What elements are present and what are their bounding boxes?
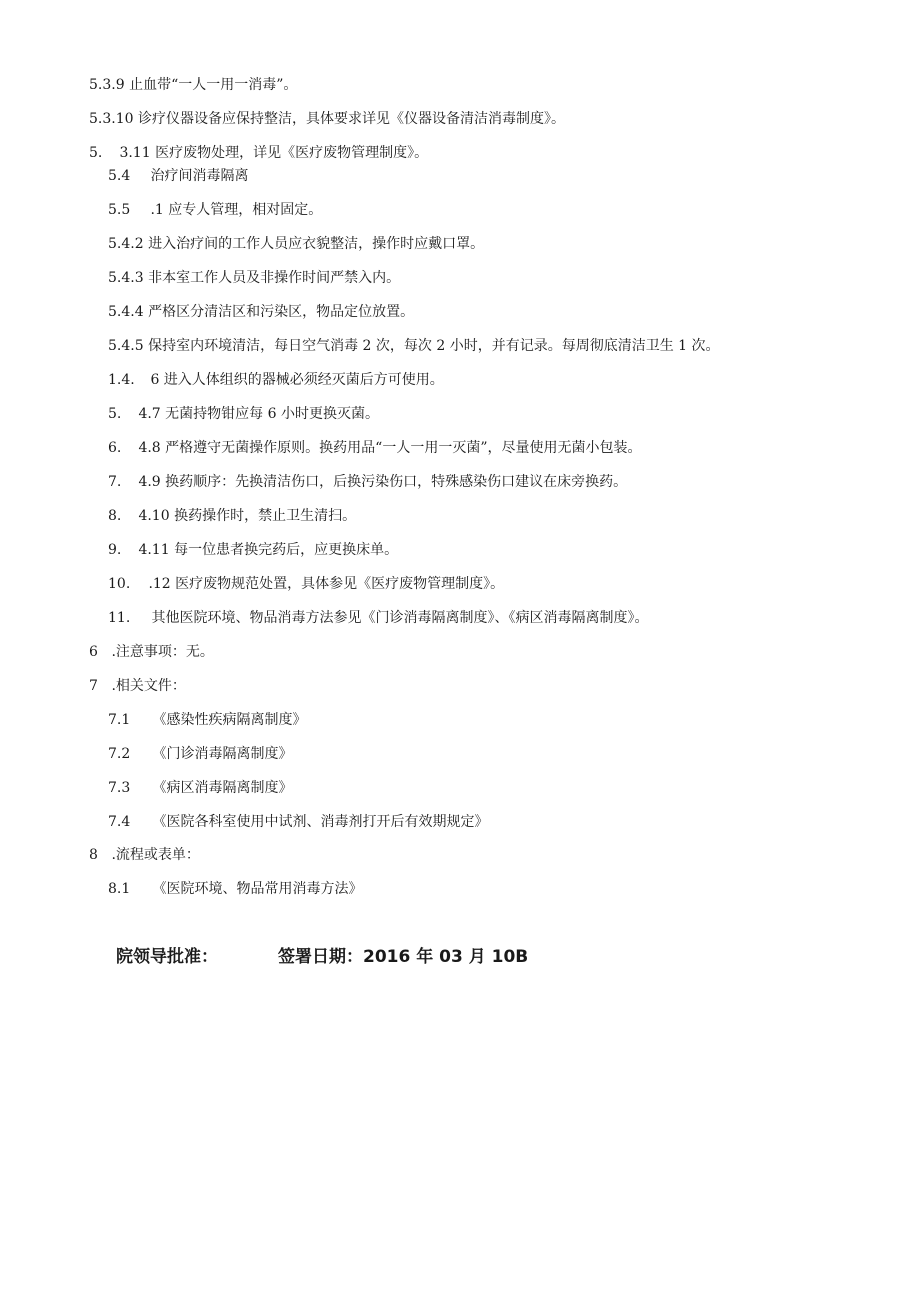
- item-text: .注意事项：无。: [111, 644, 214, 660]
- item-text: 其他医院环境、物品消毒方法参见《门诊消毒隔离制度》、《病区消毒隔离制度》。: [151, 610, 649, 626]
- item-number: 5.4.4: [108, 304, 144, 320]
- item-text: 保持室内环境清洁，每日空气消毒 2 次，每次 2 小时，并有记录。每周彻底清洁卫生 1 次。: [148, 338, 720, 354]
- item-number: 8.: [108, 508, 122, 524]
- item-text: 4.10 换药操作时，禁止卫生清扫。: [138, 508, 357, 524]
- item-number: 5.3.9: [89, 77, 125, 93]
- list-item: [108, 201, 322, 219]
- item-text: 6 进入人体组织的器械必须经灭菌后方可使用。: [150, 372, 444, 388]
- item-text: 4.7 无菌持物钳应每 6 小时更换灭菌。: [138, 406, 379, 422]
- item-number: 5.4.5: [108, 338, 144, 354]
- item-number: 7.: [108, 474, 122, 490]
- item-number: 5.4.2: [108, 236, 144, 252]
- item-text: 非本室工作人员及非操作时间严禁入内。: [148, 270, 401, 286]
- item-number: 5.: [89, 145, 103, 161]
- list-item: [108, 167, 248, 185]
- item-number: 8: [89, 847, 98, 863]
- list-item: [89, 144, 428, 162]
- item-number: 5.: [108, 406, 122, 422]
- section-heading: [89, 677, 186, 695]
- item-number: 7: [89, 678, 98, 694]
- list-item: [108, 575, 504, 593]
- list-item: [108, 405, 379, 423]
- item-text: 《感染性疾病隔离制度》: [152, 712, 307, 728]
- section-heading: [89, 643, 214, 661]
- item-number: 7.4: [108, 814, 131, 830]
- item-text: .12 医疗废物规范处置，具体参见《医疗废物管理制度》。: [148, 576, 505, 592]
- item-number: 9.: [108, 542, 122, 558]
- list-item: [108, 473, 627, 491]
- section-heading: [89, 846, 200, 864]
- approval-label: 院领导批准：: [116, 947, 218, 967]
- signature-date: 签署日期：2016 年 03 月 10B: [278, 947, 529, 967]
- item-text: 《病区消毒隔离制度》: [152, 780, 293, 796]
- item-number: 5.5: [108, 202, 131, 218]
- list-item: [108, 507, 356, 525]
- item-text: 严格区分清洁区和污染区，物品定位放置。: [148, 304, 415, 320]
- item-text: 《医院各科室使用中试剂、消毒剂打开后有效期规定》: [152, 814, 489, 830]
- list-item: [108, 609, 648, 627]
- item-number: 7.3: [108, 780, 131, 796]
- item-text: .流程或表单：: [111, 847, 200, 863]
- list-item: [89, 76, 297, 94]
- item-text: 4.11 每一位患者换完药后，应更换床单。: [138, 542, 399, 558]
- item-text: 止血带“一人一用一消毒”。: [129, 77, 298, 93]
- list-item: [108, 880, 362, 898]
- item-number: 5.3.10: [89, 111, 134, 127]
- list-item: [108, 439, 641, 457]
- list-item: [89, 110, 565, 128]
- list-item: [108, 779, 292, 797]
- list-item: [108, 303, 414, 321]
- list-item: [108, 337, 720, 355]
- item-number: 1.4.: [108, 372, 135, 388]
- item-text: 4.9 换药顺序：先换清洁伤口，后换污染伤口，特殊感染伤口建议在床旁换药。: [138, 474, 628, 490]
- list-item: [108, 235, 484, 253]
- item-text: 进入治疗间的工作人员应衣貌整洁，操作时应戴口罩。: [148, 236, 485, 252]
- item-number: 8.1: [108, 881, 131, 897]
- item-text: .相关文件：: [111, 678, 186, 694]
- item-number: 11.: [108, 610, 131, 626]
- list-item: [108, 371, 444, 389]
- list-item: [108, 813, 488, 831]
- item-number: 5.4: [108, 168, 131, 184]
- item-text: 《医院环境、物品常用消毒方法》: [152, 881, 363, 897]
- item-text: 4.8 严格遵守无菌操作原则。换药用品“一人一用一灭菌”，尽量使用无菌小包装。: [138, 440, 642, 456]
- list-item: [108, 269, 400, 287]
- item-number: 10.: [108, 576, 131, 592]
- item-text: 诊疗仪器设备应保持整洁，具体要求详见《仪器设备清洁消毒制度》。: [137, 111, 565, 127]
- item-number: 7.2: [108, 746, 131, 762]
- item-number: 6: [89, 644, 98, 660]
- list-item: [108, 541, 398, 559]
- item-text: 3.11 医疗废物处理，详见《医疗废物管理制度》。: [119, 145, 429, 161]
- item-number: 7.1: [108, 712, 131, 728]
- item-text: .1 应专人管理，相对固定。: [150, 202, 323, 218]
- item-text: 《门诊消毒隔离制度》: [152, 746, 293, 762]
- item-number: 6.: [108, 440, 122, 456]
- list-item: [108, 745, 292, 763]
- list-item: [108, 711, 306, 729]
- item-number: 5.4.3: [108, 270, 144, 286]
- item-text: 治疗间消毒隔离: [150, 168, 249, 184]
